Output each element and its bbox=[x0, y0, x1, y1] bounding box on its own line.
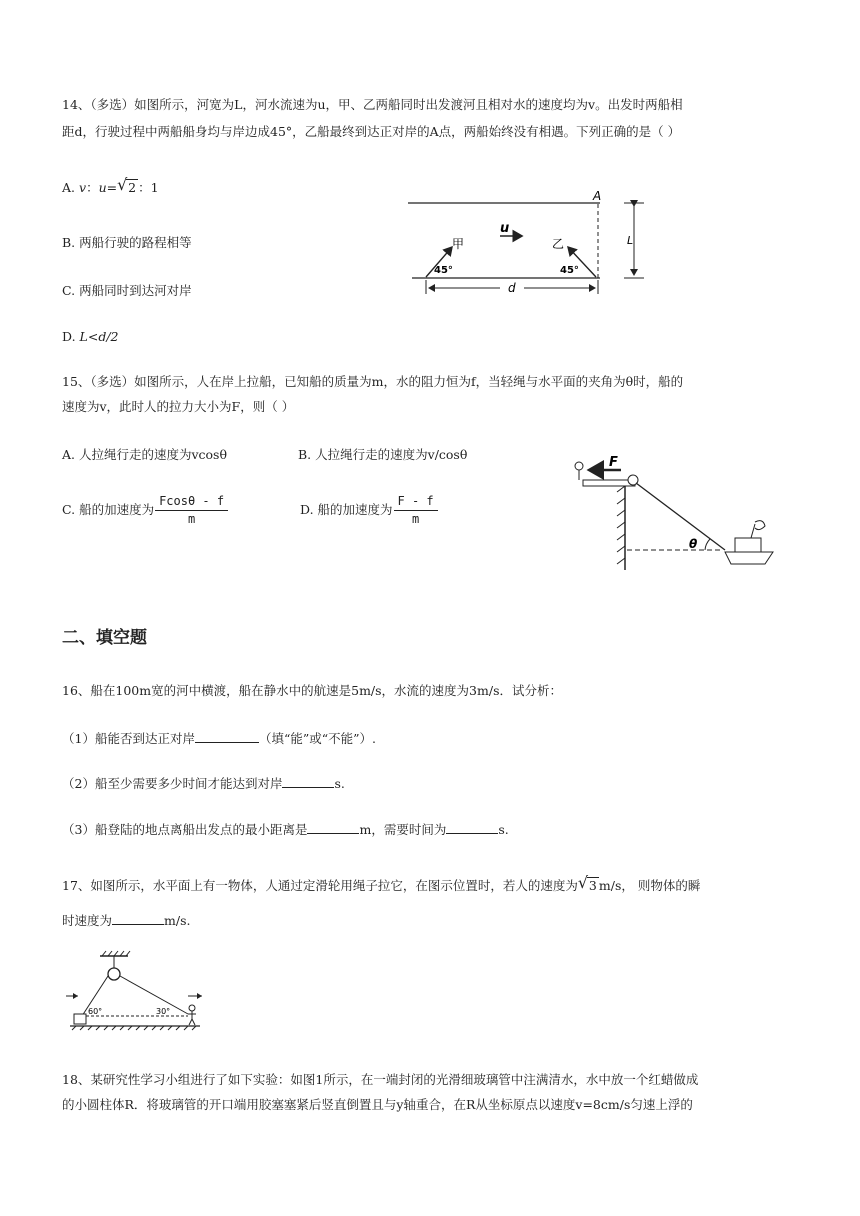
part-text: s. bbox=[498, 822, 509, 837]
q16-part1 bbox=[62, 729, 376, 749]
angle-arc bbox=[705, 539, 710, 550]
fraction bbox=[394, 493, 438, 528]
angle-jia-label: 45° bbox=[434, 265, 453, 276]
stem-text: m/s， 则物体的瞬 bbox=[598, 878, 701, 893]
pulley-figure bbox=[62, 948, 212, 1034]
q14-stem-line1: 14、（多选）如图所示，河宽为L，河水流速为u，甲、乙两船同时出发渡河且相对水的速度均为v。出发时两船相 bbox=[62, 97, 683, 112]
rope-line bbox=[636, 483, 725, 550]
angle-30-label: 30° bbox=[156, 1007, 171, 1016]
q17-line1 bbox=[62, 876, 700, 896]
force-label: F bbox=[609, 455, 618, 470]
sqrt-radicand: 2 bbox=[128, 180, 137, 195]
boat-mast bbox=[751, 524, 755, 538]
denominator: m bbox=[187, 512, 196, 526]
sqrt-symbol bbox=[117, 178, 138, 198]
rope-right bbox=[120, 976, 188, 1014]
angle-yi-label: 45° bbox=[560, 265, 579, 276]
sqrt-radicand: 3 bbox=[588, 878, 597, 893]
part-text: （2）船至少需要多少时间才能达到对岸 bbox=[62, 776, 283, 791]
option-text: C. 船的加速度为 bbox=[62, 502, 155, 517]
q15-option-c[interactable] bbox=[62, 490, 228, 530]
option-label: A. bbox=[62, 180, 76, 195]
q16-part2 bbox=[62, 774, 345, 794]
q17-line2 bbox=[62, 911, 190, 931]
cliff-hatching bbox=[617, 486, 625, 564]
boat-pulling-figure bbox=[565, 452, 785, 572]
q15-stem-line1: 15、（多选）如图所示，人在岸上拉船，已知船的质量为m，水的阻力恒为f，当轻绳与水平面的夹角为θ时，船的 bbox=[62, 374, 684, 389]
equals: = bbox=[106, 180, 118, 195]
river-crossing-figure bbox=[400, 186, 660, 298]
answer-blank[interactable] bbox=[112, 912, 164, 925]
var-u: u bbox=[98, 180, 107, 195]
var-v: v bbox=[79, 180, 87, 195]
q14-option-a[interactable] bbox=[62, 178, 159, 198]
cliff-top bbox=[583, 480, 635, 486]
pulley-icon bbox=[108, 968, 120, 980]
boat-cabin-icon bbox=[735, 538, 761, 552]
numerator: Fcosθ - f bbox=[155, 493, 228, 511]
part-text: s. bbox=[334, 776, 345, 791]
q16-part3 bbox=[62, 820, 509, 840]
stem-text: 时速度为 bbox=[62, 913, 113, 928]
q15-stem-line2: 速度为v，此时人的拉力大小为F，则（ ） bbox=[62, 399, 295, 414]
q14-stem-line2: 距d，行驶过程中两船船身均与岸边成45°，乙船最终到达正对岸的A点，两船始终没有相遇。下列正确的是（ ） bbox=[62, 124, 681, 139]
boat-jia-label: 甲 bbox=[452, 237, 465, 251]
fraction bbox=[155, 493, 228, 528]
q15-option-d[interactable] bbox=[300, 490, 438, 530]
part-text: （填“能”或“不能”）. bbox=[258, 731, 377, 746]
ratio-suffix: ：1 bbox=[138, 180, 159, 195]
answer-blank[interactable] bbox=[195, 730, 259, 743]
answer-blank[interactable] bbox=[307, 821, 359, 834]
angle-60-label: 60° bbox=[88, 1007, 103, 1016]
q18-line2: 的小圆柱体R．将玻璃管的开口端用胶塞塞紧后竖直倒置且与y轴重合，在R从坐标原点以速度v=8cm/s匀速上浮的 bbox=[62, 1097, 693, 1112]
q15-option-a[interactable]: A. 人拉绳行走的速度为vcosθ bbox=[62, 447, 228, 462]
part-text: （1）船能否到达正对岸 bbox=[62, 731, 195, 746]
part-text: （3）船登陆的地点离船出发点的最小距离是 bbox=[62, 822, 308, 837]
current-label: u bbox=[500, 221, 510, 236]
block-object bbox=[74, 1014, 86, 1024]
boat-hull-icon bbox=[725, 552, 773, 564]
q18-line1: 18、某研究性学习小组进行了如下实验：如图1所示，在一端封闭的光滑细玻璃管中注满清水，水中放一个红蜡做成 bbox=[62, 1072, 699, 1087]
point-a-label: A bbox=[593, 189, 602, 203]
river-width-label: L bbox=[627, 234, 634, 247]
boat-flag-icon bbox=[755, 521, 765, 530]
expr: L<d/2 bbox=[79, 329, 119, 344]
denominator: m bbox=[411, 512, 420, 526]
stem-text: m/s. bbox=[164, 913, 191, 928]
answer-blank[interactable] bbox=[282, 775, 334, 788]
option-label: D. bbox=[62, 329, 76, 344]
q16-stem: 16、船在100m宽的河中横渡，船在静水中的航速是5m/s，水流的速度为3m/s．试分析： bbox=[62, 683, 562, 698]
q14-option-b[interactable]: B. 两船行驶的路程相等 bbox=[62, 235, 192, 250]
part-text: m，需要时间为 bbox=[359, 822, 447, 837]
q15-option-b[interactable]: B. 人拉绳行走的速度为v/cosθ bbox=[298, 447, 468, 462]
numerator: F - f bbox=[394, 493, 438, 511]
q14-option-c[interactable]: C. 两船同时到达河对岸 bbox=[62, 283, 192, 298]
colon: ： bbox=[86, 180, 99, 195]
boat-yi-label: 乙 bbox=[552, 237, 565, 251]
stem-text: 17、如图所示，水平面上有一物体，人通过定滑轮用绳子拉它，在图示位置时，若人的速度为 bbox=[62, 878, 578, 893]
person-body-icon bbox=[188, 1011, 196, 1025]
person-head-icon bbox=[189, 1005, 195, 1011]
q14-option-d[interactable] bbox=[62, 327, 119, 347]
angle-label: θ bbox=[689, 537, 698, 551]
answer-blank[interactable] bbox=[446, 821, 498, 834]
sqrt-symbol bbox=[578, 876, 599, 896]
section-title: 二、填空题 bbox=[62, 628, 147, 648]
option-text: D. 船的加速度为 bbox=[300, 502, 393, 517]
person-head-icon bbox=[575, 462, 583, 470]
distance-label: d bbox=[508, 281, 516, 295]
